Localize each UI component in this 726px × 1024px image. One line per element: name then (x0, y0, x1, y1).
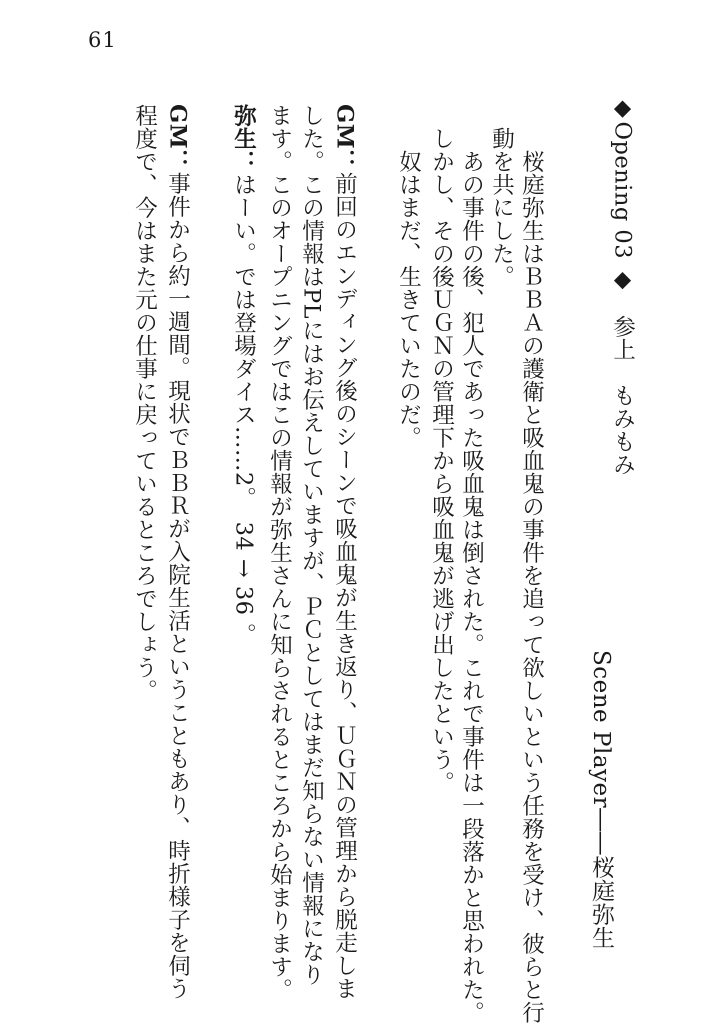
dialogue-yayoi (232, 104, 255, 646)
heading-title: ◆Opening 03 ◆ (609, 95, 636, 294)
dialogue-gm-2 (166, 104, 189, 1000)
dialogue-gm-1-line-3: ます。このオープニングではこの情報が弥生さんに知らされるところから始まります。 (266, 104, 293, 1001)
speaker-label: GM： (331, 104, 358, 173)
scene-player: Scene Player――桜庭弥生 (588, 650, 614, 950)
dialogue-text: はーい。では登場ダイス……2。 34 → 36 。 (230, 173, 257, 647)
body-line-2: 動を共にした。 (488, 127, 515, 288)
heading-authors: 参上 もみもみ (609, 315, 636, 477)
dialogue-gm-1 (333, 104, 356, 1000)
dialogue-text: 前回のエンディング後のシーンで吸血鬼が生き返り、ＵＧＮの管理から脱走しま (331, 172, 358, 1001)
dialogue-gm-1-line-2: した。この情報はPLにはお伝えしていますが、ＰＣとしてはまだ知らない情報になり (298, 104, 325, 987)
speaker-label: GM： (164, 104, 191, 173)
dialogue-text: 事件から約一週間。現状でＢＢＲが入院生活ということもあり、時折様子を伺う (164, 172, 191, 1001)
body-line-5: 奴はまだ、生きていたのだ。 (395, 150, 422, 449)
dialogue-gm-2-line-2: 程度で、今はまた元の仕事に戻っているところでしょう。 (131, 104, 158, 702)
page-number: 61 (88, 28, 117, 52)
body-line-1: 桜庭弥生はＢＢＡの護衛と吸血鬼の事件を追って欲しいという任務を受け、彼らと行 (518, 150, 545, 1024)
body-line-3: あの事件の後、犯人であった吸血鬼は倒された。これで事件は一段落かと思われた。 (458, 150, 485, 1024)
speaker-label: 弥生： (230, 104, 257, 173)
body-line-4: しかし、その後ＵＧＮの管理下から吸血鬼が逃げ出したという。 (428, 127, 455, 794)
section-heading (611, 95, 634, 476)
